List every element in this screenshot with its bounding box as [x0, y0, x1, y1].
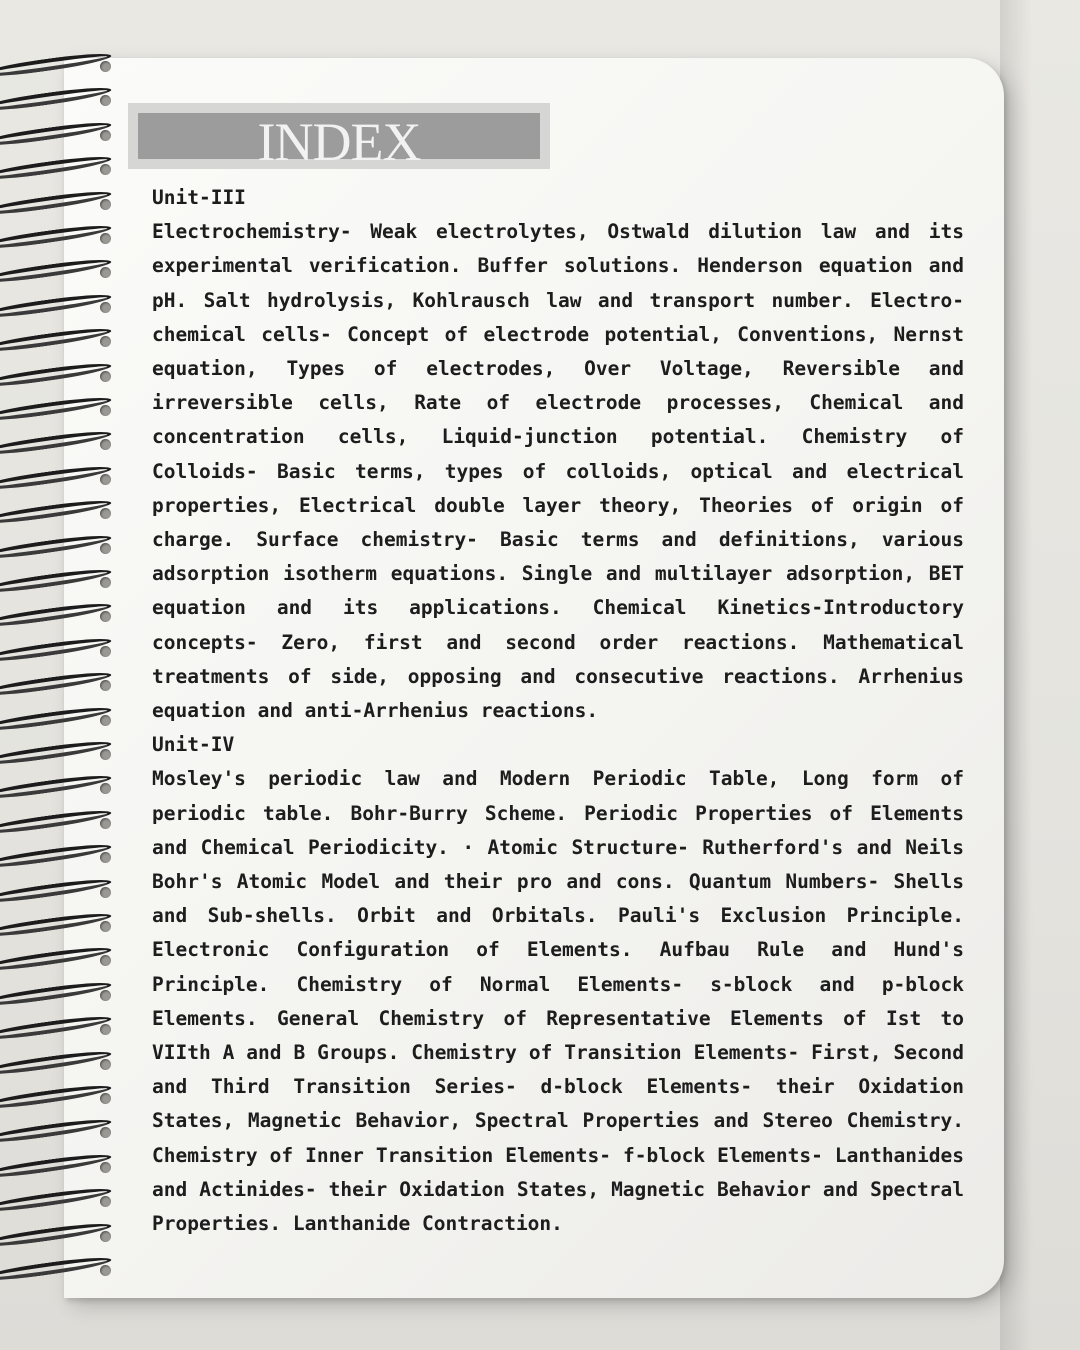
index-content [152, 181, 964, 1241]
title-banner [128, 103, 550, 172]
unit-body: Mosley's periodic law and Modern Periodic Table, Long form of periodic table. Bohr-Burry Scheme. Periodic Properties of Elements and Chemical Periodicity. · Atomic Structure- Rutherford's and Neils Bohr's Atomic Model and their pro and cons. Quantum Numbers- Shells and Sub-shells. Orbit and Orbitals. Pauli's Exclusion Principle. Electronic Configuration of Elements. Aufbau Rule and Hund's Principle. Chemistry of Normal Elements- s-block and p-block Elements. General Chemistry of Representative Elements of Ist to VIIth A and B Groups. Chemistry of Transition Elements- First, Second and Third Transition Series- d-block Elements- their Oxidation States, Magnetic Behavior, Spectral Properties and Stereo Chemistry. Chemistry of Inner Transition Elements- f-block Elements- Lanthanides and Actinides- their Oxidation States, Magnetic Behavior and Spectral Properties. Lanthanide Contraction. [152, 767, 964, 1236]
page-title: INDEX [257, 112, 421, 172]
unit-section [152, 728, 964, 1241]
title-band [138, 112, 540, 172]
unit-section [152, 181, 964, 728]
unit-heading: Unit-IV [152, 733, 235, 757]
unit-heading: Unit-III [152, 186, 246, 209]
unit-body: Electrochemistry- Weak electrolytes, Ostwald dilution law and its experimental verification. Buffer solutions. Henderson equation and pH. Salt hydrolysis, Kohlrausch law and transport number. Electro-chemical cells- Concept of electrode potential, Conventions, Nernst equation, Types of electrodes, Over Voltage, Reversible and irreversible cells, Rate of electrode processes, Chemical and concentration cells, Liquid-junction potential. Chemistry of Colloids- Basic terms, types of colloids, optical and electrical properties, Electrical double layer theory, Theories of origin of charge. Surface chemistry- Basic terms and definitions, various adsorption isotherm equations. Single and multilayer adsorption, BET equation and its applications. Chemical Kinetics-Introductory concepts- Zero, first and second order reactions. Mathematical treatments of side, opposing and consecutive reactions. Arrhenius equation and anti-Arrhenius reactions. [152, 220, 964, 723]
